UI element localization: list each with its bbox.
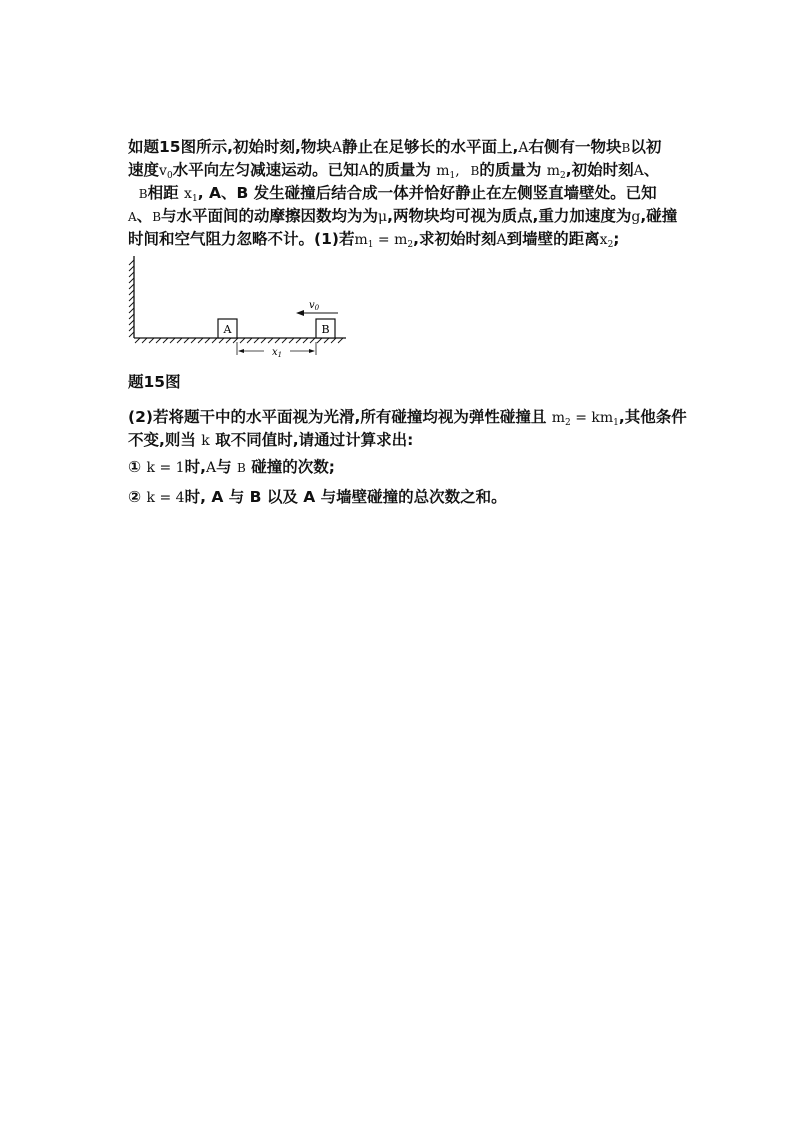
text: 右侧有一物块 xyxy=(528,138,622,156)
text: ,初始时刻 xyxy=(565,161,634,179)
text: 、 xyxy=(643,161,660,179)
k-equals-1: k = 1 xyxy=(146,460,185,476)
var-a: A xyxy=(358,163,369,179)
var-a: A xyxy=(331,140,342,156)
problem-line-1 xyxy=(128,136,661,159)
equation-m1-m2 xyxy=(354,232,413,248)
text: ; xyxy=(613,230,620,248)
text: 的质量为 xyxy=(368,161,431,179)
comma: , xyxy=(455,163,460,179)
equals-km: = km xyxy=(570,410,614,426)
subscript: 1 xyxy=(613,418,619,428)
text: 以初 xyxy=(630,138,662,156)
item-2 xyxy=(128,486,507,509)
text: 时, A 与 B 以及 A 与墙壁碰撞的总次数之和。 xyxy=(184,488,507,506)
var-b: B xyxy=(621,141,631,155)
text: 、 xyxy=(136,207,153,225)
block-b-label: B xyxy=(321,323,330,336)
problem-line-3 xyxy=(128,182,657,205)
text: ,求初始时刻 xyxy=(413,230,497,248)
v-symbol: v xyxy=(159,163,167,179)
var-m2 xyxy=(547,163,566,179)
text: 到墙壁的距离 xyxy=(506,230,600,248)
subscript: 2 xyxy=(607,240,614,250)
subscript: 2 xyxy=(407,240,414,250)
var-b: B xyxy=(237,461,246,475)
text: , A、B 发生碰撞后结合成一体并恰好静止在左侧竖直墙壁处。已知 xyxy=(197,184,657,202)
part2-line-2 xyxy=(128,429,413,452)
k-equals-4: k = 4 xyxy=(146,490,185,506)
x-symbol: x xyxy=(599,232,608,248)
var-b: B xyxy=(152,210,162,224)
equals-m: = m xyxy=(373,232,408,248)
text: 静止在足够长的水平面上, xyxy=(341,138,519,156)
figure-caption: 题15图 xyxy=(128,373,181,391)
var-g: g xyxy=(631,209,641,225)
item-marker: ① xyxy=(128,458,142,476)
m-symbol: m xyxy=(354,232,368,248)
text: 时间和空气阻力忽略不计。(1)若 xyxy=(128,230,355,248)
text: 碰撞的次数; xyxy=(251,458,335,476)
text: 与 xyxy=(216,458,232,476)
v0-label: $v_0$ xyxy=(309,300,320,312)
physics-figure xyxy=(120,252,360,364)
part2-line-1 xyxy=(128,406,687,429)
text: 水平向左匀减速运动。已知 xyxy=(172,161,359,179)
var-a: A xyxy=(496,232,507,248)
text: ,两物块均可视为质点,重力加速度为 xyxy=(387,207,632,225)
text: 的质量为 xyxy=(479,161,542,179)
subscript: 2 xyxy=(565,418,571,428)
var-a: A xyxy=(205,460,217,476)
m-symbol: m xyxy=(436,163,450,179)
text: ,其他条件 xyxy=(618,408,687,426)
text: 与水平面间的动摩擦因数均为为 xyxy=(161,207,379,225)
text: 不变,则当 xyxy=(128,431,196,449)
text: ,碰撞 xyxy=(640,207,678,225)
equation-m2-km1 xyxy=(552,410,619,426)
var-a: A xyxy=(518,140,529,156)
m-symbol: m xyxy=(546,163,561,179)
text: 如题15图所示,初始时刻,物块 xyxy=(128,138,332,156)
subscript: 1 xyxy=(449,171,456,181)
subscript: 1 xyxy=(191,194,198,204)
subscript: 0 xyxy=(166,171,173,181)
item-marker: ② xyxy=(128,488,142,506)
velocity-arrow-head xyxy=(296,310,304,316)
text: 速度 xyxy=(128,161,160,179)
var-b: B xyxy=(470,164,480,178)
block-a-label: A xyxy=(223,323,232,336)
wall-hatching xyxy=(129,260,134,337)
x1-arrowhead-right xyxy=(309,349,315,353)
var-m1 xyxy=(436,163,459,179)
text: 相距 xyxy=(147,184,179,202)
problem-line-2 xyxy=(128,159,659,182)
floor-hatching xyxy=(135,338,343,343)
problem-line-4 xyxy=(128,205,677,228)
var-k: k xyxy=(201,433,210,449)
x-symbol: x xyxy=(184,186,192,202)
var-b: B xyxy=(138,187,148,201)
subscript: 2 xyxy=(560,171,566,181)
subscript: 1 xyxy=(367,240,374,250)
text: 取不同值时,请通过计算求出: xyxy=(215,431,414,449)
text: 时, xyxy=(184,458,206,476)
x1-label: $x_1$ xyxy=(272,347,283,359)
var-a: A xyxy=(128,210,137,224)
var-x1 xyxy=(184,186,198,202)
text: (2)若将题干中的水平面视为光滑,所有碰撞均视为弹性碰撞且 xyxy=(128,408,547,426)
x1-arrowhead-left xyxy=(238,349,244,353)
m-symbol: m xyxy=(551,410,566,426)
item-1 xyxy=(128,456,335,479)
var-x2 xyxy=(600,232,614,248)
var-mu: μ xyxy=(378,209,388,225)
var-v0 xyxy=(159,163,173,179)
var-a: A xyxy=(633,163,644,179)
problem-line-5 xyxy=(128,228,620,251)
